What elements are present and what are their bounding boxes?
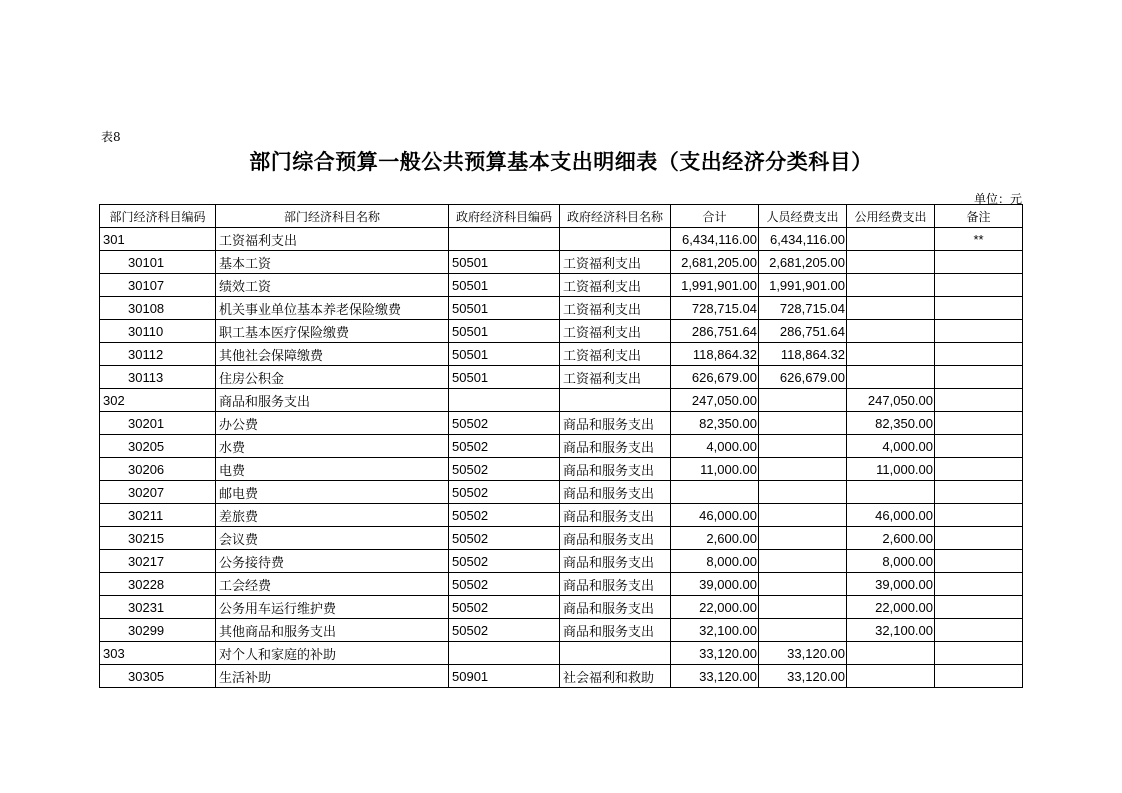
- gov-name-cell: 商品和服务支出: [560, 596, 671, 619]
- dept-name-cell: 工会经费: [216, 573, 449, 596]
- gov-code-cell: 50901: [449, 665, 560, 688]
- gov-code-cell: 50501: [449, 297, 560, 320]
- personnel-cell: 1,991,901.00: [759, 274, 847, 297]
- dept-name-cell: 基本工资: [216, 251, 449, 274]
- dept-code-cell: 303: [100, 642, 216, 665]
- table-row: [100, 550, 1023, 573]
- dept-name-cell: 工资福利支出: [216, 228, 449, 251]
- public-cell: [847, 251, 935, 274]
- unit-label: 单位：元: [973, 192, 1022, 206]
- dept-name-cell: 公务用车运行维护费: [216, 596, 449, 619]
- page-title: 部门综合预算一般公共预算基本支出明细表（支出经济分类科目）: [249, 150, 873, 174]
- table-row: [100, 274, 1023, 297]
- note-cell: [935, 481, 1023, 504]
- gov-name-cell: [560, 642, 671, 665]
- total-cell: 11,000.00: [671, 458, 759, 481]
- total-cell: 33,120.00: [671, 642, 759, 665]
- dept-name-cell: 电费: [216, 458, 449, 481]
- gov-code-cell: 50502: [449, 596, 560, 619]
- personnel-cell: [759, 504, 847, 527]
- table-row: [100, 596, 1023, 619]
- gov-name-cell: 工资福利支出: [560, 274, 671, 297]
- total-cell: 247,050.00: [671, 389, 759, 412]
- public-cell: [847, 274, 935, 297]
- total-cell: 6,434,116.00: [671, 228, 759, 251]
- gov-name-cell: 商品和服务支出: [560, 504, 671, 527]
- table-row: [100, 665, 1023, 688]
- note-cell: [935, 343, 1023, 366]
- personnel-cell: 6,434,116.00: [759, 228, 847, 251]
- dept-name-cell: 差旅费: [216, 504, 449, 527]
- gov-name-cell: 商品和服务支出: [560, 550, 671, 573]
- gov-code-cell: 50502: [449, 619, 560, 642]
- table-row: [100, 527, 1023, 550]
- dept-name-cell: 公务接待费: [216, 550, 449, 573]
- note-cell: [935, 251, 1023, 274]
- personnel-cell: 286,751.64: [759, 320, 847, 343]
- table-row: [100, 228, 1023, 251]
- public-cell: 4,000.00: [847, 435, 935, 458]
- dept-code-cell: 302: [100, 389, 216, 412]
- dept-code-cell: 30101: [100, 251, 216, 274]
- dept-name-cell: 职工基本医疗保险缴费: [216, 320, 449, 343]
- table-row: [100, 573, 1023, 596]
- dept-code-cell: 30206: [100, 458, 216, 481]
- personnel-cell: [759, 481, 847, 504]
- table-row: [100, 481, 1023, 504]
- gov-code-cell: 50501: [449, 366, 560, 389]
- gov-name-cell: 工资福利支出: [560, 366, 671, 389]
- total-cell: 728,715.04: [671, 297, 759, 320]
- note-cell: [935, 320, 1023, 343]
- gov-code-cell: 50501: [449, 343, 560, 366]
- gov-code-cell: 50502: [449, 435, 560, 458]
- dept-code-cell: 30299: [100, 619, 216, 642]
- public-cell: 82,350.00: [847, 412, 935, 435]
- dept-code-cell: 30228: [100, 573, 216, 596]
- dept-code-cell: 30112: [100, 343, 216, 366]
- total-cell: 286,751.64: [671, 320, 759, 343]
- note-cell: [935, 665, 1023, 688]
- dept-name-cell: 生活补助: [216, 665, 449, 688]
- public-cell: [847, 642, 935, 665]
- public-cell: [847, 320, 935, 343]
- dept-code-cell: 30107: [100, 274, 216, 297]
- expenditure-table: [99, 204, 1023, 688]
- gov-name-cell: 商品和服务支出: [560, 481, 671, 504]
- table-row: [100, 251, 1023, 274]
- table-number: 表8: [101, 130, 121, 144]
- gov-name-cell: 工资福利支出: [560, 297, 671, 320]
- personnel-cell: [759, 527, 847, 550]
- personnel-cell: 2,681,205.00: [759, 251, 847, 274]
- dept-name-cell: 绩效工资: [216, 274, 449, 297]
- total-cell: 39,000.00: [671, 573, 759, 596]
- gov-name-cell: 商品和服务支出: [560, 435, 671, 458]
- gov-name-cell: 商品和服务支出: [560, 458, 671, 481]
- total-cell: 8,000.00: [671, 550, 759, 573]
- table-row: [100, 619, 1023, 642]
- gov-name-cell: [560, 228, 671, 251]
- note-cell: [935, 527, 1023, 550]
- personnel-cell: [759, 435, 847, 458]
- gov-code-cell: 50501: [449, 274, 560, 297]
- dept-name-cell: 邮电费: [216, 481, 449, 504]
- public-cell: [847, 228, 935, 251]
- dept-code-cell: 30305: [100, 665, 216, 688]
- dept-name-cell: 住房公积金: [216, 366, 449, 389]
- note-cell: [935, 504, 1023, 527]
- dept-name-cell: 办公费: [216, 412, 449, 435]
- gov-name-cell: 工资福利支出: [560, 343, 671, 366]
- table-row: [100, 504, 1023, 527]
- dept-code-cell: 30207: [100, 481, 216, 504]
- public-cell: 22,000.00: [847, 596, 935, 619]
- total-cell: 46,000.00: [671, 504, 759, 527]
- gov-code-cell: 50501: [449, 251, 560, 274]
- dept-code-cell: 30113: [100, 366, 216, 389]
- note-cell: **: [935, 228, 1023, 251]
- public-cell: [847, 343, 935, 366]
- gov-name-cell: 工资福利支出: [560, 320, 671, 343]
- dept-name-cell: 机关事业单位基本养老保险缴费: [216, 297, 449, 320]
- public-cell: 247,050.00: [847, 389, 935, 412]
- total-cell: 82,350.00: [671, 412, 759, 435]
- gov-code-cell: [449, 642, 560, 665]
- public-cell: 8,000.00: [847, 550, 935, 573]
- table-row: [100, 297, 1023, 320]
- total-cell: [671, 481, 759, 504]
- note-cell: [935, 435, 1023, 458]
- personnel-cell: 33,120.00: [759, 642, 847, 665]
- gov-code-cell: 50501: [449, 320, 560, 343]
- table-row: [100, 320, 1023, 343]
- header-dept-code: 部门经济科目编码: [100, 205, 216, 228]
- total-cell: 2,681,205.00: [671, 251, 759, 274]
- total-cell: 33,120.00: [671, 665, 759, 688]
- note-cell: [935, 619, 1023, 642]
- gov-code-cell: 50502: [449, 573, 560, 596]
- note-cell: [935, 412, 1023, 435]
- total-cell: 2,600.00: [671, 527, 759, 550]
- dept-code-cell: 301: [100, 228, 216, 251]
- dept-name-cell: 其他商品和服务支出: [216, 619, 449, 642]
- total-cell: 626,679.00: [671, 366, 759, 389]
- gov-code-cell: 50502: [449, 504, 560, 527]
- header-public: 公用经费支出: [847, 205, 935, 228]
- note-cell: [935, 596, 1023, 619]
- total-cell: 32,100.00: [671, 619, 759, 642]
- dept-name-cell: 水费: [216, 435, 449, 458]
- header-note: 备注: [935, 205, 1023, 228]
- table-row: [100, 389, 1023, 412]
- dept-code-cell: 30231: [100, 596, 216, 619]
- dept-code-cell: 30215: [100, 527, 216, 550]
- dept-name-cell: 会议费: [216, 527, 449, 550]
- gov-code-cell: 50502: [449, 458, 560, 481]
- dept-code-cell: 30201: [100, 412, 216, 435]
- public-cell: 39,000.00: [847, 573, 935, 596]
- total-cell: 4,000.00: [671, 435, 759, 458]
- personnel-cell: 728,715.04: [759, 297, 847, 320]
- dept-name-cell: 对个人和家庭的补助: [216, 642, 449, 665]
- note-cell: [935, 274, 1023, 297]
- personnel-cell: [759, 458, 847, 481]
- header-personnel: 人员经费支出: [759, 205, 847, 228]
- gov-name-cell: 商品和服务支出: [560, 573, 671, 596]
- gov-name-cell: 工资福利支出: [560, 251, 671, 274]
- personnel-cell: [759, 389, 847, 412]
- gov-code-cell: 50502: [449, 550, 560, 573]
- public-cell: [847, 665, 935, 688]
- dept-code-cell: 30205: [100, 435, 216, 458]
- table-row: [100, 435, 1023, 458]
- personnel-cell: 33,120.00: [759, 665, 847, 688]
- note-cell: [935, 366, 1023, 389]
- public-cell: [847, 366, 935, 389]
- table-row: [100, 642, 1023, 665]
- public-cell: [847, 481, 935, 504]
- total-cell: 118,864.32: [671, 343, 759, 366]
- note-cell: [935, 573, 1023, 596]
- personnel-cell: [759, 412, 847, 435]
- header-row: [100, 205, 1023, 228]
- personnel-cell: [759, 596, 847, 619]
- personnel-cell: [759, 573, 847, 596]
- note-cell: [935, 389, 1023, 412]
- header-gov-code: 政府经济科目编码: [449, 205, 560, 228]
- public-cell: 2,600.00: [847, 527, 935, 550]
- public-cell: [847, 297, 935, 320]
- gov-code-cell: [449, 228, 560, 251]
- gov-code-cell: 50502: [449, 412, 560, 435]
- personnel-cell: 626,679.00: [759, 366, 847, 389]
- dept-name-cell: 其他社会保障缴费: [216, 343, 449, 366]
- personnel-cell: 118,864.32: [759, 343, 847, 366]
- dept-name-cell: 商品和服务支出: [216, 389, 449, 412]
- header-dept-name: 部门经济科目名称: [216, 205, 449, 228]
- gov-name-cell: [560, 389, 671, 412]
- dept-code-cell: 30110: [100, 320, 216, 343]
- dept-code-cell: 30217: [100, 550, 216, 573]
- total-cell: 1,991,901.00: [671, 274, 759, 297]
- personnel-cell: [759, 550, 847, 573]
- table-row: [100, 343, 1023, 366]
- public-cell: 46,000.00: [847, 504, 935, 527]
- note-cell: [935, 458, 1023, 481]
- public-cell: 32,100.00: [847, 619, 935, 642]
- gov-code-cell: 50502: [449, 527, 560, 550]
- gov-code-cell: [449, 389, 560, 412]
- table-row: [100, 366, 1023, 389]
- table-row: [100, 412, 1023, 435]
- note-cell: [935, 550, 1023, 573]
- note-cell: [935, 297, 1023, 320]
- gov-name-cell: 商品和服务支出: [560, 527, 671, 550]
- gov-name-cell: 商品和服务支出: [560, 619, 671, 642]
- header-total: 合计: [671, 205, 759, 228]
- total-cell: 22,000.00: [671, 596, 759, 619]
- gov-name-cell: 商品和服务支出: [560, 412, 671, 435]
- public-cell: 11,000.00: [847, 458, 935, 481]
- gov-code-cell: 50502: [449, 481, 560, 504]
- personnel-cell: [759, 619, 847, 642]
- table-row: [100, 458, 1023, 481]
- header-gov-name: 政府经济科目名称: [560, 205, 671, 228]
- note-cell: [935, 642, 1023, 665]
- dept-code-cell: 30211: [100, 504, 216, 527]
- gov-name-cell: 社会福利和救助: [560, 665, 671, 688]
- dept-code-cell: 30108: [100, 297, 216, 320]
